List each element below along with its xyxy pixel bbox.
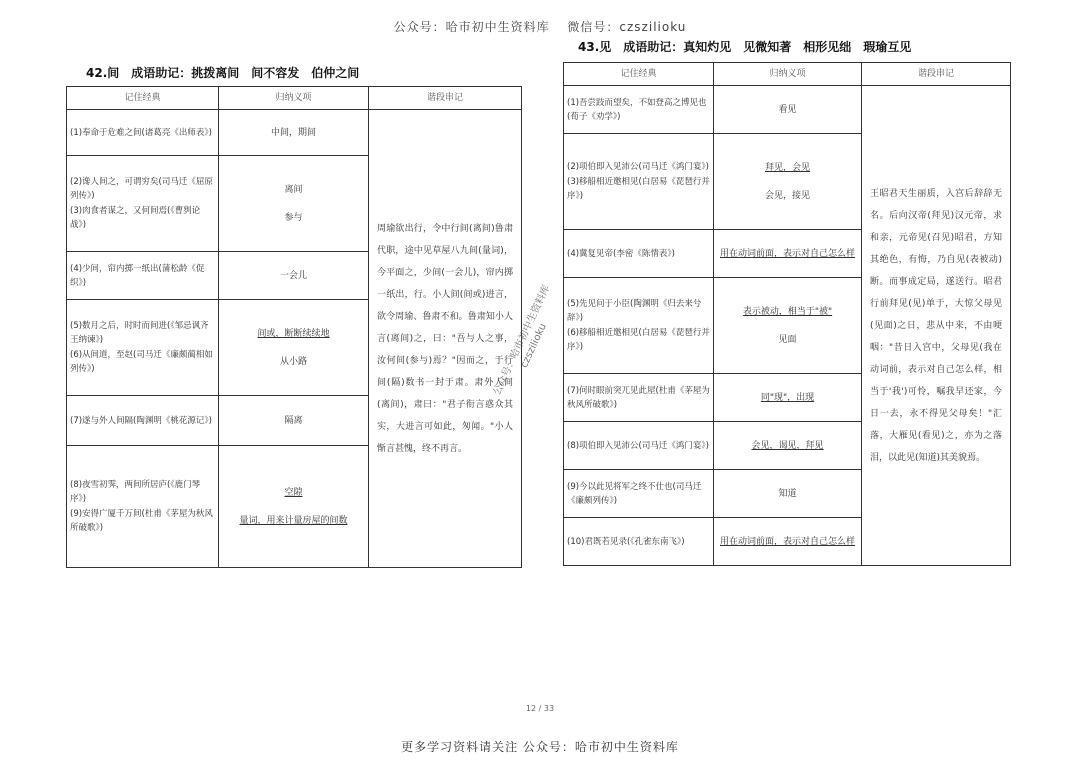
example-cell: (5)先见问于小臣(陶渊明《归去来兮辞》) (6)移船相近邀相见(白居易《琵琶行并序》) [564,278,714,374]
example-cell: (1)吾尝跂而望矣，不如登高之博见也(荀子《劝学》) [564,86,714,134]
example-cell: (7)何时眼前突兀见此屋(杜甫《茅屋为秋风所破歌》) [564,374,714,422]
col-header: 谐段串记 [369,87,522,110]
col-header: 归纳义项 [714,63,862,86]
page-number: 12 / 33 [525,704,555,713]
meaning-cell: 用在动词前面，表示对自己怎么样 [714,230,862,278]
section-43-title: 43.见 成语助记：真知灼见 见微知著 相形见绌 瑕瑜互见 [578,40,912,54]
meaning-cell: 表示被动，相当于"被" 见面 [714,278,862,374]
story-cell: 王昭君天生丽质，入宫后辞辞无名。后向汉帝(拜见)汉元帝，求和亲，元帝见(召见)昭君，方知其绝色，有悔，乃自见(表被动)断。而事成定局，遂送行。昭君行前拜见(见)单于，大惊父母见(见面)之日，悲从中来，不由哽咽："昔日入宫中，父母见(我在动词前，表示对自己怎么样，相当于'我')可怜，嘱我早还家，今日一去，永不得见父母矣！"汇落，大雁见(看见)之，亦为之落泪，以此见(知道)其美貌焉。 [862,86,1011,566]
meaning-cell: 空隙 量词，用来计量房屋的间数 [219,446,369,568]
meaning-cell: 拜见，会见 会见，接见 [714,134,862,230]
meaning-cell: 离间 参与 [219,156,369,252]
col-header: 记住经典 [67,87,219,110]
page-footer: 更多学习资料请关注 公众号：哈市初中生资料库 [401,740,679,754]
table-42 [66,86,522,568]
example-cell: (8)夜雪初霁，两间所居庐(《鹿门琴序》) (9)安得广厦千万间(杜甫《茅屋为秋风所破歌》) [67,446,219,568]
watermark-stamp: 公众号：哈市初中生资料库 czszilioku [491,283,553,397]
meaning-cell: 看见 [714,86,862,134]
example-cell: (1)奉命于危难之间(诸葛亮《出师表》) [67,110,219,156]
example-cell: (5)数月之后，时时而间进(《邹忌讽齐王纳谏》) (6)从间道，至赵(司马迁《廉颇蔺相如列传》) [67,300,219,396]
col-header: 记住经典 [564,63,714,86]
example-cell: (2)谗人间之，可谓穷矣(司马迁《屈原列传》) (3)肉食者谋之，又何间焉(《曹刿论战》) [67,156,219,252]
col-header: 归纳义项 [219,87,369,110]
example-cell: (4)少间，帘内掷一纸出(蒲松龄《促织》) [67,252,219,300]
meaning-cell: 知道 [714,470,862,518]
example-cell: (2)项伯即入见沛公(司马迁《鸿门宴》) (3)移船相近邀相见(白居易《琵琶行并序》) [564,134,714,230]
meaning-cell: 用在动词前面，表示对自己怎么样 [714,518,862,566]
meaning-cell: 一会儿 [219,252,369,300]
meaning-cell: 同"现"，出现 [714,374,862,422]
story-cell: 周瑜欲出行，令中行间(离间)鲁肃代职，途中见草屋八九间(量词)，今平面之，少间(一会儿)，帘内掷一纸出，行。小人间(间或)进言，欲令周瑜、鲁肃不和。鲁肃知小人言(离间)之，曰："吾与人之事，汝何间(参与)焉？"因而之，于行间(隔)数书一封于肃。肃外人间(离间)，肃曰："君子衔言惑众其实，大进言可如此，匆闻。"小人惭言甚愧，终不再言。 [369,110,522,568]
example-cell: (9)今以此见将军之终不仕也(司马迁《廉颇列传》) [564,470,714,518]
example-cell: (10)君既若见录(《孔雀东南飞》) [564,518,714,566]
meaning-cell: 中间，期间 [219,110,369,156]
section-42-title: 42.间 成语助记：挑拨离间 间不容发 伯仲之间 [86,66,360,80]
meaning-cell: 会见，谒见，拜见 [714,422,862,470]
example-cell: (7)遂与外人间隔(陶渊明《桃花源记》) [67,396,219,446]
example-cell: (4)冀复见帝(李密《陈情表》) [564,230,714,278]
table-43 [563,62,1011,566]
meaning-cell: 隔离 [219,396,369,446]
meaning-cell: 间或，断断续续地 从小路 [219,300,369,396]
page-header: 公众号：哈市初中生资料库 微信号：czszilioku [393,20,687,34]
col-header: 谐段串记 [862,63,1011,86]
example-cell: (8)项伯即入见沛公(司马迁《鸿门宴》) [564,422,714,470]
